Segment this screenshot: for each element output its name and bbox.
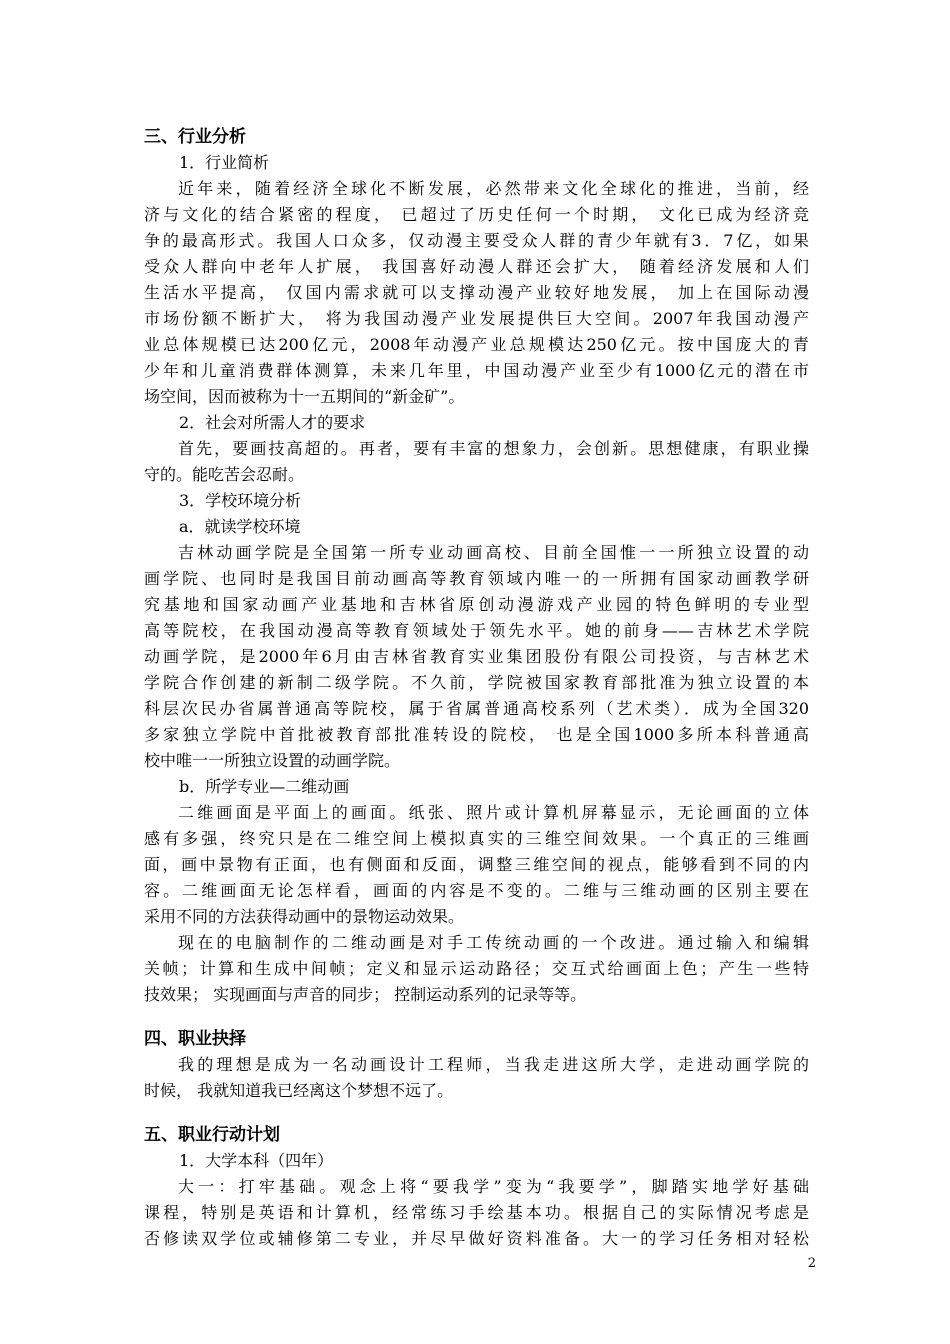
paragraph-line: 技效果； 实现画面与声音的同步； 控制运动系列的记录等等。 — [144, 985, 587, 1004]
paragraph-line: 市场份额不断扩大， 将为我国动漫产业发展提供巨大空间。2007年我国动漫产 — [144, 309, 809, 328]
paragraph-line: 学院合作创建的新制二级学院。不久前，学院被国家教育部批准为独立设置的本 — [144, 673, 809, 692]
paragraph — [144, 436, 809, 488]
paragraph-line: 容。二维画面无论怎样看，画面的内容是不变的。二维与三维动画的区别主要在 — [144, 881, 809, 900]
paragraph-line: 首先，要画技高超的。再者，要有丰富的想象力，会创新。思想健康，有职业操 — [178, 439, 809, 458]
subheading: 3．学校环境分析 — [179, 491, 302, 510]
paragraph-line: 面，画中景物有正面，也有侧面和反面，调整三维空间的视点，能够看到不同的内 — [144, 855, 809, 874]
paragraph-line: 时候， 我就知道我已经离这个梦想不远了。 — [144, 1081, 454, 1100]
paragraph-line: 近年来，随着经济全球化不断发展，必然带来文化全球化的推进，当前，经 — [178, 179, 809, 198]
paragraph-line: 争的最高形式。我国人口众多，仅动漫主要受众人群的青少年就有3．7亿，如果 — [144, 231, 809, 250]
paragraph — [144, 1052, 809, 1104]
paragraph-line: 济与文化的结合紧密的程度， 已超过了历史任何一个时期， 文化已成为经济竞 — [144, 205, 809, 224]
subheading: 1．行业简析 — [179, 153, 270, 172]
section-heading: 三、行业分析 — [144, 127, 246, 147]
paragraph-line: 采用不同的方法获得动画中的景物运动效果。 — [144, 907, 465, 926]
paragraph-line: 守的。能吃苦会忍耐。 — [144, 465, 305, 484]
paragraph-line: 二维画面是平面上的画面。纸张、照片或计算机屏幕显示，无论画面的立体 — [178, 803, 809, 822]
paragraph-line: 高等院校，在我国动漫高等教育领域处于领先水平。她的前身——吉林艺术学院 — [144, 621, 809, 640]
paragraph — [144, 930, 809, 1008]
paragraph — [144, 800, 809, 930]
section-gap — [144, 1008, 809, 1026]
paragraph-line: 少年和儿童消费群体测算，未来几年里，中国动漫产业至少有1000亿元的潜在市 — [144, 361, 809, 380]
paragraph-line: 大一：打牢基础。观念上将“要我学”变为“我要学”，脚踏实地学好基础 — [178, 1177, 809, 1196]
subheading: 2．社会对所需人才的要求 — [179, 413, 366, 432]
paragraph-line: 科层次民办省属普通高等院校，属于省属普通高校系列（艺术类）．成为全国320 — [144, 699, 809, 718]
paragraph-line: 动画学院，是2000年6月由吉林省教育实业集团股份有限公司投资，与吉林艺术 — [144, 647, 809, 666]
paragraph-line: 现在的电脑制作的二维动画是对手工传统动画的一个改进。通过输入和编辑 — [178, 933, 809, 952]
section-gap — [144, 1104, 809, 1122]
paragraph-line: 吉林动画学院是全国第一所专业动画高校、目前全国惟一一所独立设置的动 — [178, 543, 809, 562]
paragraph-line: 否修读双学位或辅修第二专业，并尽早做好资料准备。大一的学习任务相对轻松 — [144, 1229, 809, 1248]
paragraph-line: 我的理想是成为一名动画设计工程师，当我走进这所大学，走进动画学院的 — [178, 1055, 809, 1074]
document-body — [144, 124, 809, 1252]
paragraph-line: 究基地和国家动画产业基地和吉林省原创动漫游戏产业园的特色鲜明的专业型 — [144, 595, 809, 614]
subheading: a．就读学校环境 — [179, 517, 301, 536]
paragraph-line: 受众人群向中老年人扩展， 我国喜好动漫人群还会扩大， 随着经济发展和人们 — [144, 257, 809, 276]
paragraph — [144, 540, 809, 774]
section-heading: 五、职业行动计划 — [144, 1125, 280, 1145]
paragraph-line: 校中唯一一所独立设置的动画学院。 — [144, 751, 401, 770]
paragraph-line: 生活水平提高， 仅国内需求就可以支撑动漫产业较好地发展， 加上在国际动漫 — [144, 283, 809, 302]
subheading: b．所学专业—二维动画 — [179, 777, 350, 796]
paragraph-line: 多家独立学院中首批被教育部批准转设的院校， 也是全国1000多所本科普通高 — [144, 725, 809, 744]
paragraph — [144, 176, 809, 410]
paragraph-line: 业总体规模已达200亿元，2008年动漫产业总规模达250亿元。按中国庞大的青 — [144, 335, 809, 354]
section — [144, 1122, 809, 1252]
section — [144, 124, 809, 1008]
paragraph-line: 感有多强，终究只是在二维空间上模拟真实的三维空间效果。一个真正的三维画 — [144, 829, 809, 848]
paragraph-line: 画学院、也同时是我国目前动画高等教育领域内唯一的一所拥有国家动画教学研 — [144, 569, 809, 588]
section-heading: 四、职业抉择 — [144, 1029, 246, 1049]
subheading: 1．大学本科（四年） — [179, 1151, 334, 1170]
section — [144, 1026, 809, 1104]
paragraph — [144, 1174, 809, 1252]
paragraph-line: 课程，特别是英语和计算机，经常练习手绘基本功。根据自己的实际情况考虑是 — [144, 1203, 809, 1222]
paragraph-line: 关帧；计算和生成中间帧；定义和显示运动路径；交互式给画面上色；产生一些特 — [144, 959, 809, 978]
page-number: 2 — [807, 1256, 816, 1271]
paragraph-line: 场空间，因而被称为十一五期间的“新金矿”。 — [144, 387, 465, 406]
